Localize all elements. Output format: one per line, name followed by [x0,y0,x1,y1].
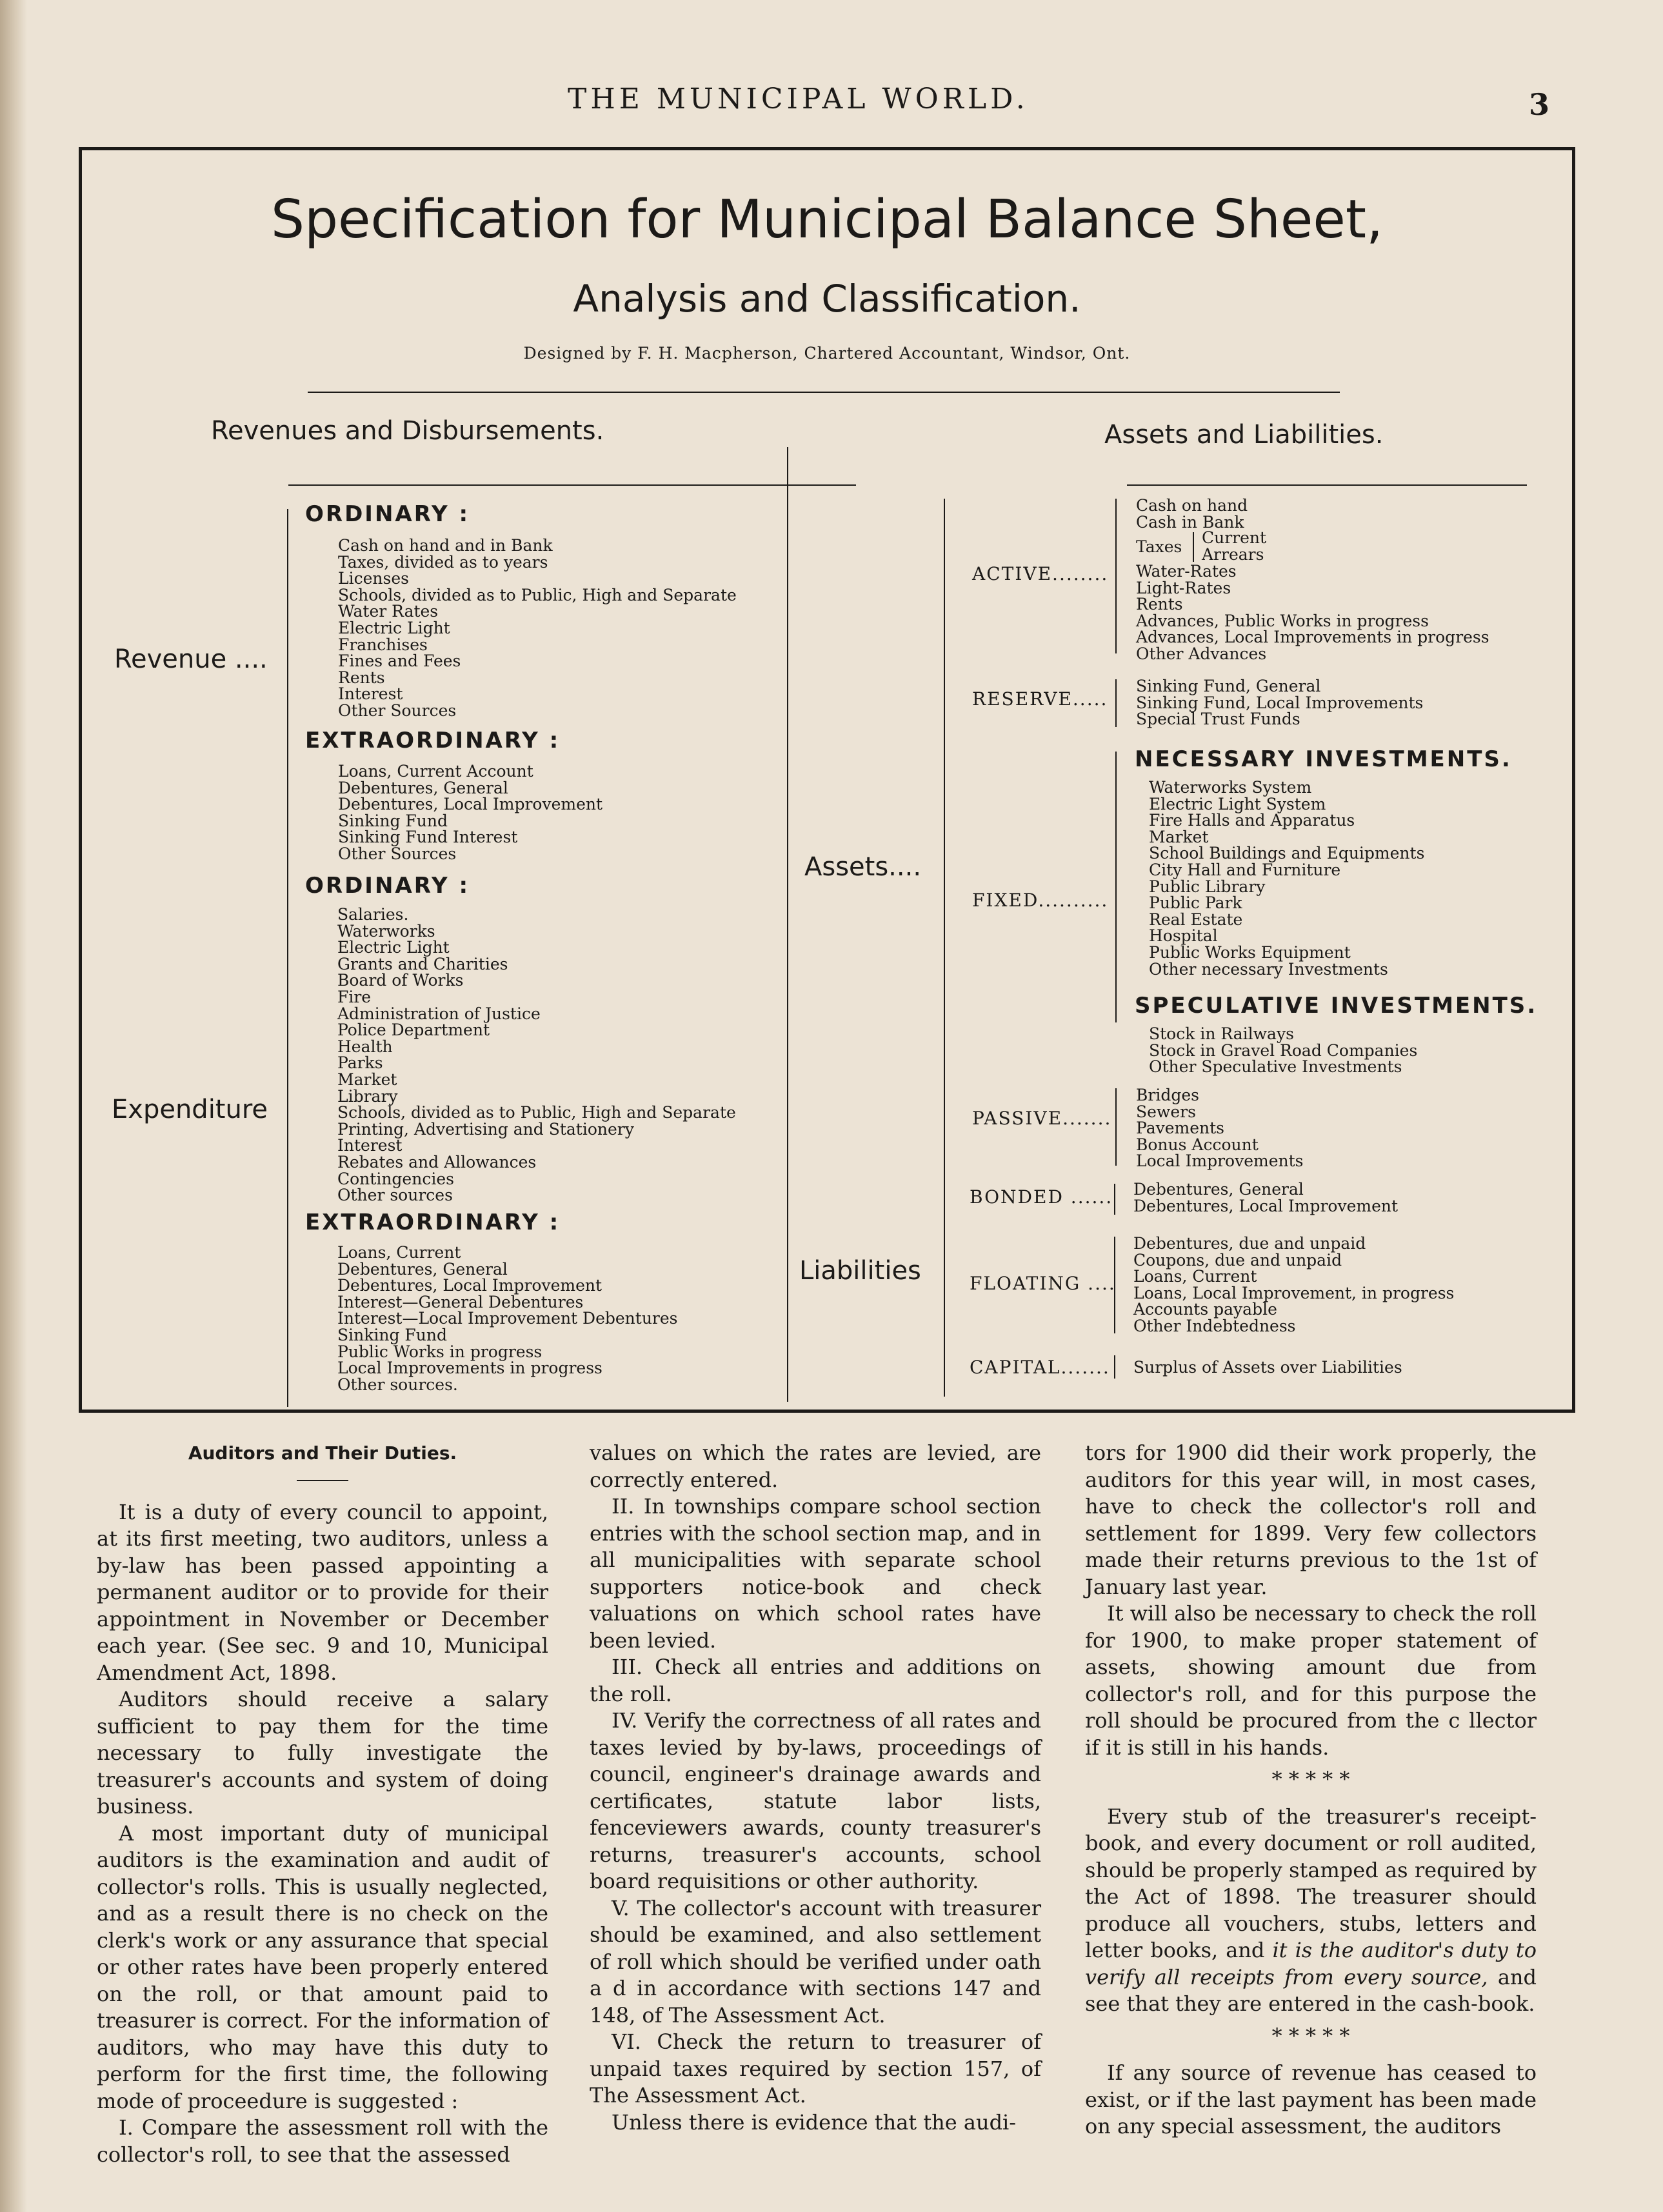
list-item: Other Advances [1136,644,1267,663]
page-gutter-shadow [0,0,27,2212]
spec-designer: Designed by F. H. Macpherson, Chartered Accountant, Windsor, Ont. [523,344,1131,363]
list-item: Electric Light System [1149,794,1326,813]
spec-subtitle: Analysis and Classification. [573,277,1081,321]
speculative-investments-list [1149,1026,1417,1075]
necessary-investments-label: NECESSARY INVESTMENTS. [1135,746,1512,772]
section-stars: * * * * * [1271,2023,1350,2048]
bonded-brace [1114,1184,1115,1215]
list-item: Public Works in progress [337,1342,543,1361]
article-column-1 [97,1440,548,2168]
article-title: Auditors and Their Duties. [188,1442,457,1464]
floating-label: FLOATING .... [970,1273,1116,1294]
paragraph: V. The collector's account with treasurer should be examined, and also settlement of roll which should be verified under oath a d in accordance with sections 147 and 148, of The Assessment Act. [590,1895,1041,2028]
list-item: Debentures, Local Improvement [1133,1196,1399,1215]
list-item: Advances, Local Improvements in progress [1136,628,1489,647]
taxes-sub-list [1202,530,1266,563]
list-item: Electric Light [338,618,450,637]
list-item: Stock in Railways [1149,1024,1294,1043]
paragraph: IV. Verify the correctness of all rates and taxes levied by by-laws, proceedings of council, engineer's drainage awards and certificates, statute labor lists, fenceviewers awards, county treasurer's returns, treasurer's accounts, school board requisitions or other authority. [590,1708,1041,1893]
floating-brace [1114,1237,1115,1333]
list-item: Salaries. [337,905,409,924]
paragraph: It will also be necessary to check the roll for 1900, to make proper statement of assets, showing amount due from collector's roll, and for this purpose the roll should be procured from the c llector if it is still in his hands. [1085,1601,1537,1760]
revenue-extraordinary-label: EXTRAORDINARY : [305,728,561,753]
article-column-3 [1085,1440,1537,2140]
list-item: Fire [337,987,372,1006]
paragraph: It is a duty of every council to appoint, at its first meeting, two auditors, unless a by-law has been passed appointing a permanent auditor or to provide for their appointment in November or December each year. (See sec. 9 and 10, Municipal Amendment Act, 1898. [97,1499,548,1685]
list-item: Health [337,1037,393,1056]
floating-list [1133,1235,1454,1335]
paragraph: Auditors should receive a salary sufficient to pay them for the time necessary to fully investigate the treasurer's accounts and system of doing business. [97,1687,548,1818]
center-divider [787,447,788,1402]
list-item: Sinking Fund, General [1136,677,1321,695]
list-item: Interest—General Debentures [337,1292,584,1311]
list-item: Other Sources [338,844,457,863]
expenditure-extraordinary-list [337,1244,678,1393]
list-item: Grants and Charities [337,954,508,973]
revenue-ordinary-list [338,537,737,719]
fixed-label: FIXED.......... [972,890,1109,911]
list-item: Loans, Local Improvement, in progress [1133,1283,1455,1302]
list-item: Public Park [1149,893,1242,913]
list-item: Stock in Gravel Road Companies [1149,1041,1418,1060]
top-rule [308,392,1340,393]
active-brace [1115,499,1117,653]
list-item: Market [1149,827,1209,846]
list-item: Printing, Advertising and Stationery [337,1119,634,1139]
balance-sheet-specification [79,147,1575,1413]
list-item: Rents [338,668,385,687]
passive-brace [1115,1088,1117,1166]
expenditure-ordinary-list [337,906,736,1204]
list-item: Accounts payable [1133,1300,1277,1319]
passive-list [1136,1087,1304,1170]
list-item: Interest [337,1136,403,1155]
list-item: Sinking Fund, Local Improvements [1136,693,1424,712]
list-item: School Buildings and Equipments [1149,844,1425,863]
list-item: Licenses [338,569,409,588]
list-item: Water-Rates [1136,562,1237,581]
list-item: Sewers [1136,1102,1196,1121]
list-item: Administration of Justice [337,1004,541,1023]
list-item: Fire Halls and Apparatus [1149,811,1355,830]
active-list-top [1136,497,1248,530]
list-item: Schools, divided as to Public, High and Separate [338,585,737,604]
paragraph: values on which the rates are levied, are correctly entered. [590,1440,1041,1492]
assets-label: Assets.... [804,852,922,882]
title-rule [297,1480,348,1481]
expenditure-extraordinary-label: EXTRAORDINARY : [305,1210,561,1235]
bonded-list [1133,1181,1398,1214]
paragraph: Unless there is evidence that the audi- [612,2109,1017,2135]
section-stars: * * * * * [1271,1767,1350,1791]
expenditure-ordinary-label: ORDINARY : [305,873,470,899]
right-heading-rule [1127,484,1527,486]
list-item: Waterworks System [1149,778,1312,797]
list-item: Board of Works [337,971,464,990]
paragraph: VI. Check the return to treasurer of unpaid taxes required by section 157, of The Assessment Act. [590,2029,1041,2107]
running-header: THE MUNICIPAL WORLD. [568,83,1029,115]
list-item: Cash in Bank [1136,512,1244,532]
list-item: Pavements [1136,1119,1224,1138]
list-item: City Hall and Furniture [1149,860,1341,879]
list-item: Other Sources [338,701,457,720]
paragraph: tors for 1900 did their work properly, the auditors for this year will, in most cases, have to check the collector's roll and settlement for 1899. Very few collectors made their returns previous to the 1st of January last year. [1085,1440,1537,1599]
list-item: Debentures, General [1133,1180,1304,1199]
list-item: Water Rates [338,602,439,621]
reserve-list [1136,678,1423,728]
list-item: Cash on hand and in Bank [338,536,553,555]
list-item: Loans, Current [1133,1267,1257,1286]
expenditure-label: Expenditure [112,1095,268,1124]
list-item: Debentures, General [337,1259,508,1279]
list-item: Fines and Fees [338,652,461,671]
list-item: Electric Light [337,938,450,957]
list-item: Debentures, General [338,778,508,797]
list-item: Local Improvements [1136,1151,1304,1171]
speculative-investments-label: SPECULATIVE INVESTMENTS. [1135,993,1538,1019]
list-item: Arrears [1202,544,1264,564]
list-item: Surplus of Assets over Liabilities [1133,1358,1402,1377]
italic-run: it is the auditor's duty to verify all receipts from every source, [1085,1938,1537,1989]
bonded-label: BONDED ...... [970,1186,1113,1208]
fixed-brace [1115,752,1117,1022]
list-item: Light-Rates [1136,578,1231,597]
list-item: Sinking Fund Interest [338,828,518,847]
list-item: Bridges [1136,1086,1199,1104]
list-item: Current [1202,528,1267,547]
paragraph: II. In townships compare school section entries with the school section map, and in all municipalities with separate school supporters notice-book and check valuations on which school rates have been levied. [590,1494,1041,1653]
text-run: Every stub of the treasurer's receipt-book, and every document or roll audited, should be properly stamped as required by the Act of 1898. The treasurer should produce all vouchers, stubs, letters and letter books, and [1085,1804,1537,1962]
list-item: Public Works Equipment [1149,942,1351,962]
list-item: Cash on hand [1136,496,1248,515]
list-item: Market [337,1070,397,1089]
list-item: Other necessary Investments [1149,959,1388,979]
liabilities-label: Liabilities [799,1256,921,1286]
list-item: Schools, divided as to Public, High and Separate [337,1103,736,1122]
list-item: Sinking Fund [338,811,448,830]
list-item: Contingencies [337,1169,454,1188]
list-item: Coupons, due and unpaid [1133,1250,1342,1270]
list-item: Debentures, Local Improvement [338,795,603,814]
list-item: Waterworks [337,921,435,941]
paragraph: A most important duty of municipal auditors is the examination and audit of collector's rolls. This is usually neglected, and as a result there is no check on the clerk's work or any assurance that special or other rates have been properly entered on the roll, or that amount paid to treasurer is correct. For the information of auditors, who may have this duty to perform for the first time, the following mode of proceedure is suggested : [97,1820,548,2113]
list-item: Other Speculative Investments [1149,1057,1402,1077]
active-list-bottom [1136,563,1489,663]
capital-label: CAPITAL....... [970,1357,1110,1378]
list-item: Advances, Public Works in progress [1136,611,1429,630]
list-item: Parks [337,1053,383,1073]
page-number: 3 [1529,87,1550,122]
list-item: Loans, Current [337,1243,461,1262]
list-item: Special Trust Funds [1136,710,1300,729]
list-item: Sinking Fund [337,1325,447,1344]
list-item: Local Improvements in progress [337,1359,602,1378]
revenue-extraordinary-list [338,763,602,862]
expenditure-brace [287,877,288,1407]
list-item: Taxes, divided as to years [338,552,548,572]
list-item: Real Estate [1149,910,1243,929]
list-item: Other Indebtedness [1133,1316,1296,1335]
right-heading: Assets and Liabilities. [1104,420,1384,450]
list-item: Library [337,1086,398,1106]
text-run: and see that they are entered in the cash-book. [1085,1964,1537,2016]
left-heading: Revenues and Disbursements. [211,416,604,446]
taxes-brace [1193,532,1194,562]
spec-title: Specification for Municipal Balance Sheet, [270,189,1384,250]
list-item: Police Department [337,1021,490,1040]
list-item: Other sources [337,1186,453,1205]
list-item: Hospital [1149,926,1218,946]
list-item: Franchises [338,635,428,654]
list-item: Debentures, due and unpaid [1133,1234,1366,1253]
paragraph: If any source of revenue has ceased to exist, or if the last payment has been made on any special assessment, the auditors [1085,2060,1537,2138]
passive-label: PASSIVE....... [972,1108,1112,1129]
list-item: Public Library [1149,877,1266,896]
list-item: Interest—Local Improvement Debentures [337,1309,678,1328]
revenue-ordinary-label: ORDINARY : [305,501,470,527]
list-item: Other sources. [337,1375,458,1394]
left-heading-rule [288,484,856,486]
reserve-brace [1115,679,1117,727]
active-label: ACTIVE........ [972,563,1109,584]
list-item: Debentures, Local Improvement [337,1276,602,1295]
capital-list [1133,1359,1402,1376]
list-item: Rents [1136,595,1183,614]
list-item: Loans, Current Account [338,762,533,781]
taxes-label: Taxes [1136,537,1182,556]
liabilities-brace [944,1177,945,1397]
list-item: Interest [338,684,403,704]
reserve-label: RESERVE..... [972,688,1108,710]
paragraph: I. Compare the assessment roll with the collector's roll, to see that the assessed [97,2115,548,2167]
list-item: Rebates and Allowances [337,1152,537,1171]
capital-brace [1114,1355,1115,1379]
list-item: Bonus Account [1136,1135,1259,1154]
paragraph [1085,1804,1537,2018]
paragraph: III. Check all entries and additions on the roll. [590,1655,1041,1706]
revenue-label: Revenue .... [114,644,268,674]
necessary-investments-list [1149,779,1424,977]
article-column-2 [590,1440,1041,2136]
